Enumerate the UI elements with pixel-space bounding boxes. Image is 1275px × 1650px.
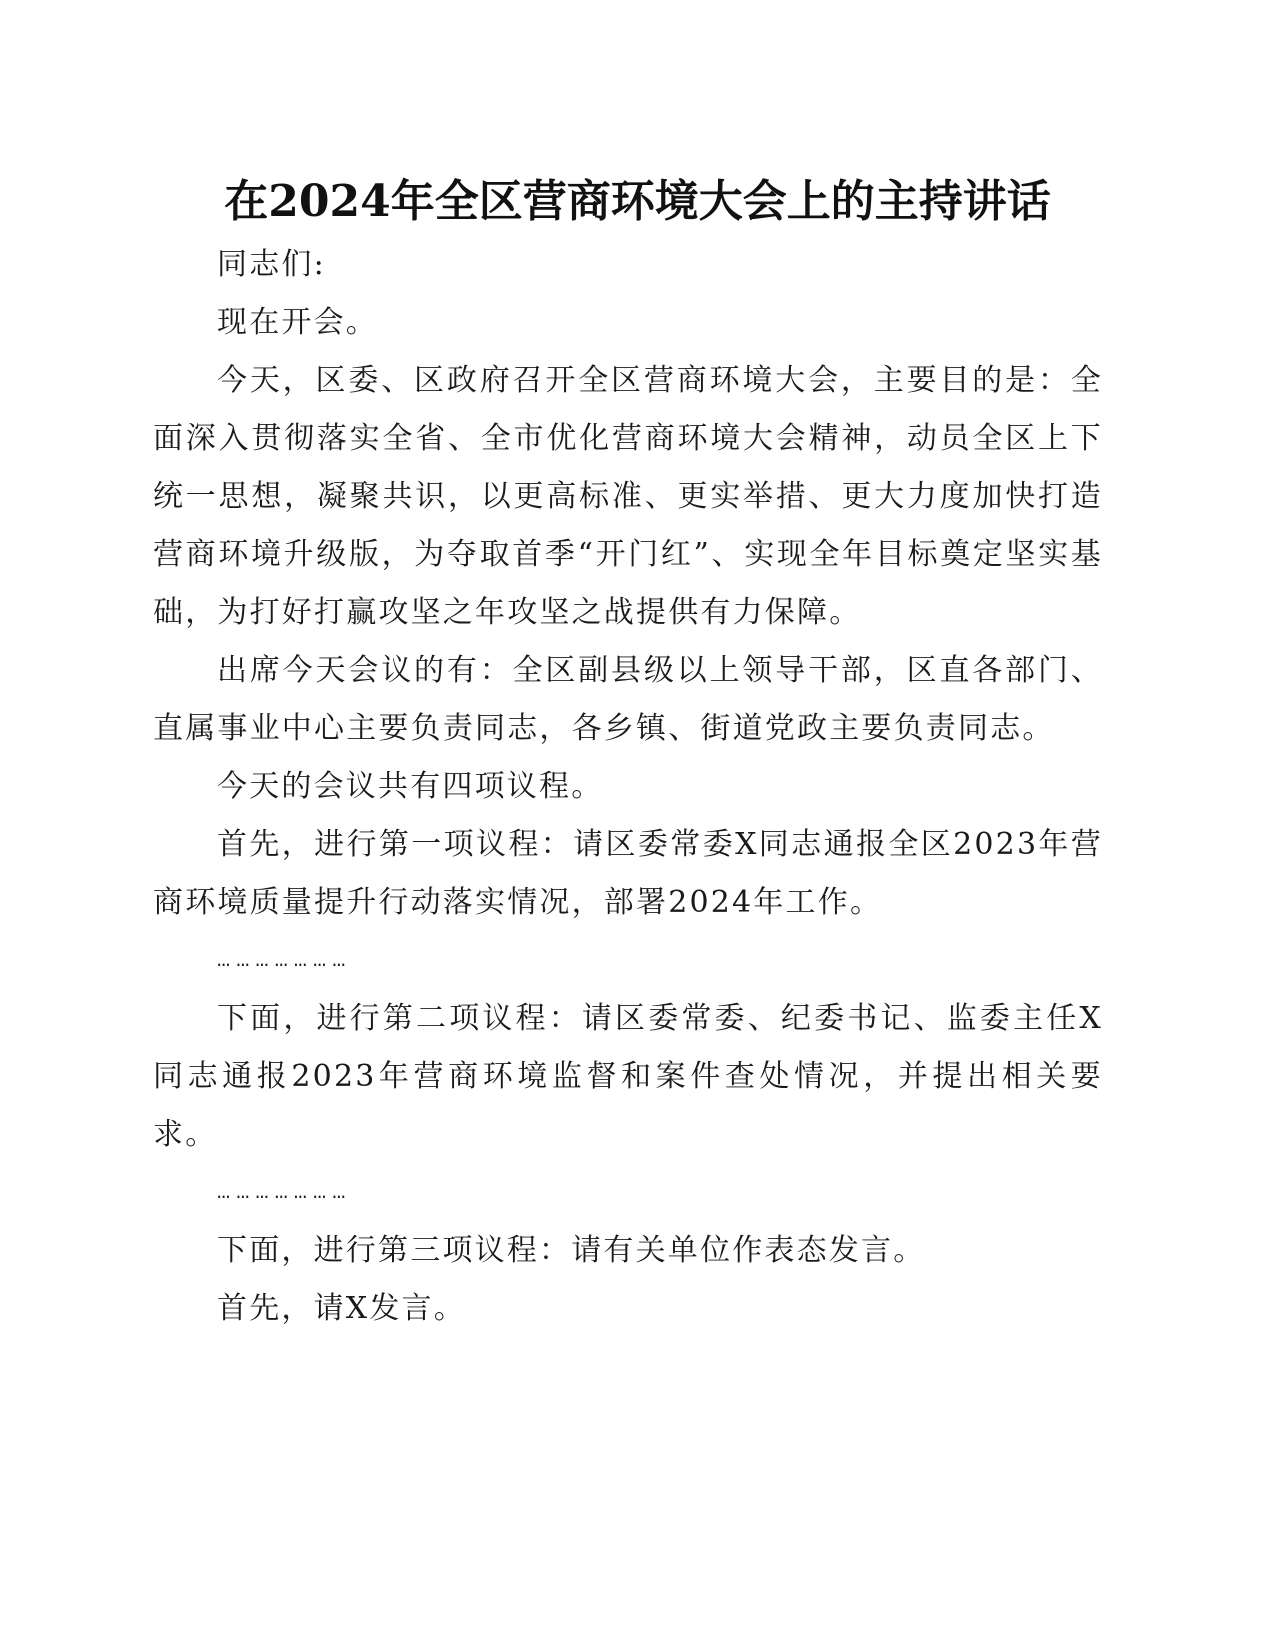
document-title: 在2024年全区营商环境大会上的主持讲话	[224, 176, 1051, 227]
paragraph-agenda-count: 今天的会议共有四项议程。	[217, 769, 604, 804]
paragraph-first-speaker: 首先，请X发言。	[217, 1291, 466, 1326]
paragraph-agenda-item-2: 下面，进行第二项议程：请区委常委、纪委书记、监委主任X同志通报2023年营商环境监督和案件查处情况，并提出相关要求。	[153, 1001, 1103, 1152]
paragraph-agenda-item-1: 首先，进行第一项议程：请区委常委X同志通报全区2023年营商环境质量提升行动落实情况，部署2024年工作。	[153, 827, 1103, 920]
ellipsis-separator-2: …………………	[217, 1180, 352, 1205]
paragraph-purpose: 今天，区委、区政府召开全区营商环境大会，主要目的是：全面深入贯彻落实全省、全市优化营商环境大会精神，动员全区上下统一思想，凝聚共识，以更高标准、更实举措、更大力度加快打造营商环境升级版，为夺取首季“开门红”、实现全年目标奠定坚实基础，为打好打赢攻坚之年攻坚之战提供有力保障。	[153, 363, 1103, 630]
paragraph-greeting: 同志们:	[217, 247, 326, 282]
document-body	[153, 236, 1103, 1338]
paragraph-agenda-item-3: 下面，进行第三项议程：请有关单位作表态发言。	[217, 1233, 926, 1268]
paragraph-opening: 现在开会。	[217, 305, 378, 340]
ellipsis-separator-1: …………………	[217, 948, 352, 973]
paragraph-attendees: 出席今天会议的有：全区副县级以上领导干部，区直各部门、直属事业中心主要负责同志，各乡镇、街道党政主要负责同志。	[153, 653, 1103, 746]
